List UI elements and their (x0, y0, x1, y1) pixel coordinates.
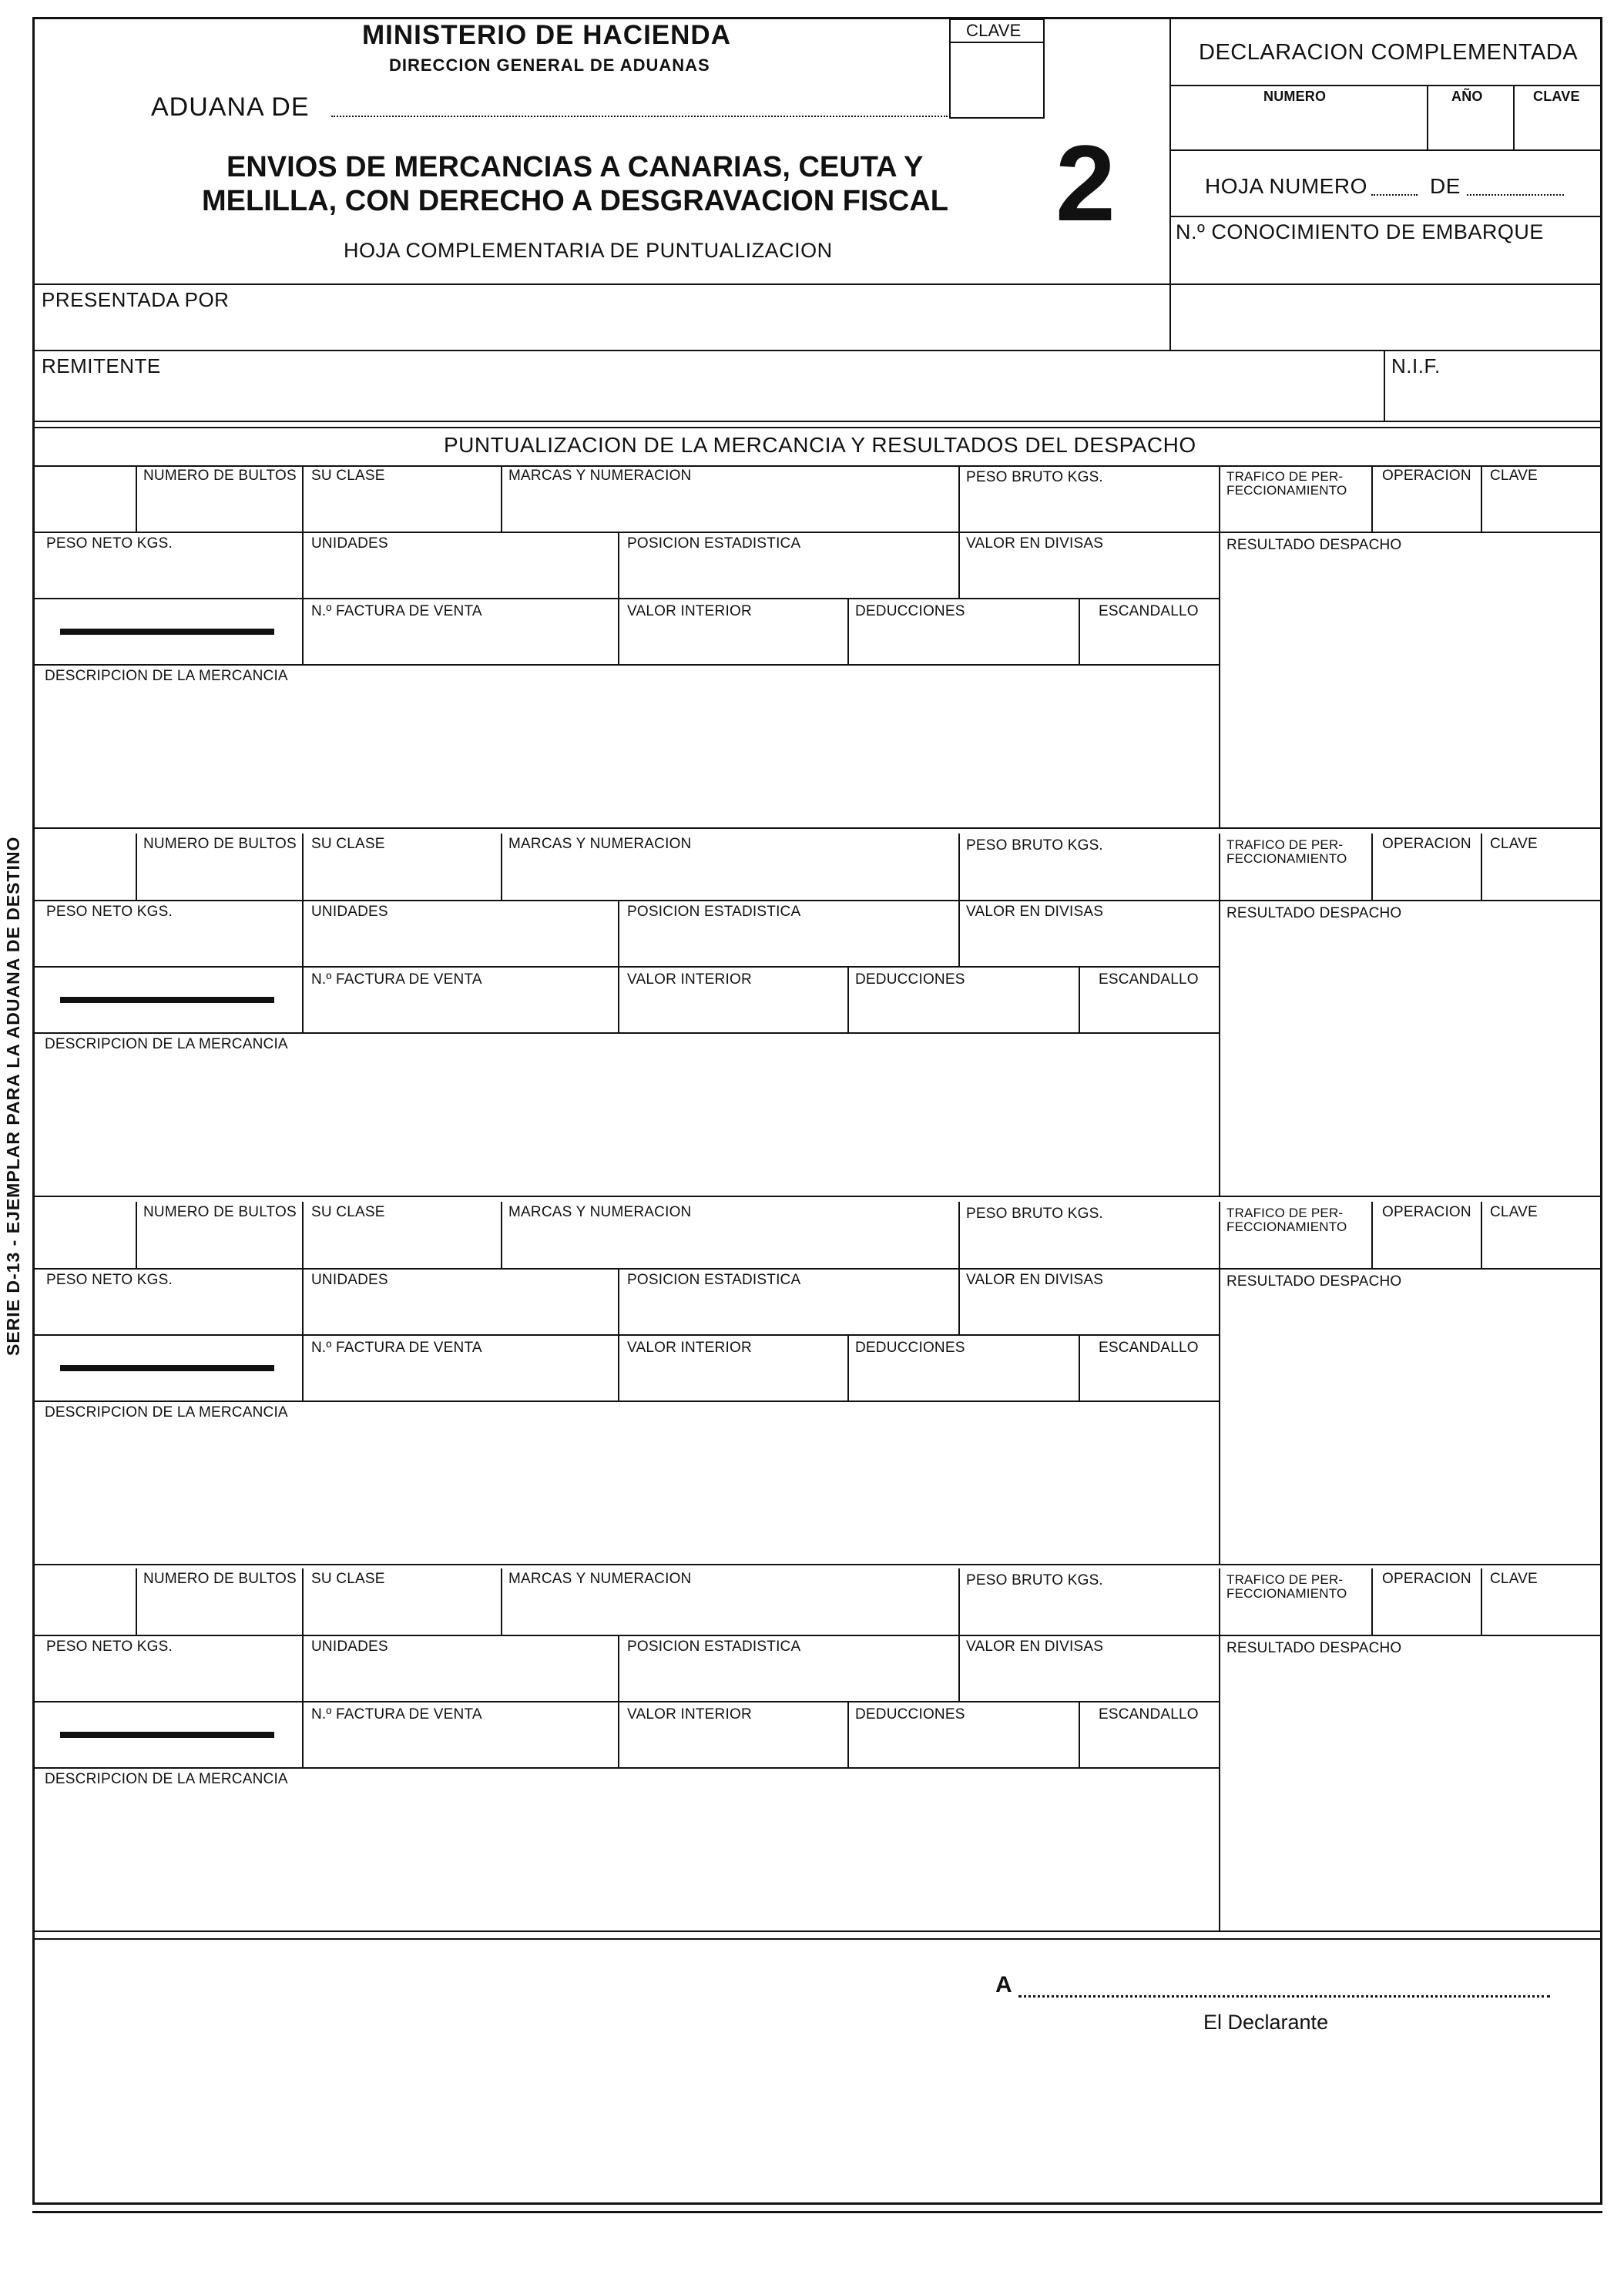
item-number-field[interactable] (34, 1570, 134, 1633)
factura-field[interactable] (304, 1359, 616, 1399)
operacion-label: OPERACION (1382, 1571, 1471, 1587)
resultado-label: RESULTADO DESPACHO (1226, 1273, 1402, 1290)
conocimiento-label: N.º CONOCIMIENTO DE EMBARQUE (1176, 220, 1544, 243)
peso-bruto-label: PESO BRUTO KGS. (966, 1572, 1103, 1588)
descripcion-field[interactable] (34, 1055, 1217, 1194)
operacion-field[interactable] (1373, 1590, 1479, 1633)
clave-item-field[interactable] (1482, 855, 1601, 898)
hoja-de-field[interactable] (1467, 194, 1564, 196)
descripcion-label: DESCRIPCION DE LA MERCANCIA (45, 1404, 288, 1421)
su-clase-field[interactable] (304, 487, 499, 530)
deducciones-field[interactable] (849, 622, 1077, 663)
deducciones-field[interactable] (849, 991, 1077, 1031)
blocked-cell-bar (60, 1732, 274, 1738)
marcas-field[interactable] (502, 1590, 957, 1633)
unidades-label: UNIDADES (311, 1272, 388, 1288)
posicion-label: POSICION ESTADISTICA (627, 535, 801, 552)
remitente-field[interactable] (42, 381, 1374, 416)
hoja-de-label: DE (1430, 174, 1461, 198)
posicion-field[interactable] (619, 1658, 957, 1699)
marcas-field[interactable] (502, 855, 957, 898)
valor-divisas-label: VALOR EN DIVISAS (966, 1639, 1104, 1655)
item-number-field[interactable] (34, 835, 134, 898)
nif-field[interactable] (1391, 381, 1595, 416)
factura-field[interactable] (304, 1726, 616, 1766)
numero-bultos-label: NUMERO DE BULTOS (143, 468, 297, 484)
form-number: 2 (1055, 122, 1116, 243)
su-clase-label: SU CLASE (311, 1571, 385, 1587)
item-number-field[interactable] (34, 1203, 134, 1266)
goods-section-title: PUNTUALIZACION DE LA MERCANCIA Y RESULTADOS DEL DESPACHO (444, 433, 1196, 457)
peso-bruto-field[interactable] (960, 1223, 1217, 1266)
peso-neto-label: PESO NETO KGS. (46, 1639, 173, 1655)
deducciones-label: DEDUCCIONES (855, 1340, 965, 1356)
aduana-dotted-field[interactable] (331, 116, 948, 117)
deducciones-field[interactable] (849, 1359, 1077, 1399)
valor-divisas-label: VALOR EN DIVISAS (966, 535, 1104, 552)
resultado-label: RESULTADO DESPACHO (1226, 905, 1402, 921)
valor-divisas-field[interactable] (960, 555, 1217, 596)
peso-neto-field[interactable] (34, 923, 300, 964)
peso-bruto-label: PESO BRUTO KGS. (966, 1206, 1103, 1222)
peso-neto-field[interactable] (34, 1291, 300, 1333)
anio-label: AÑO (1451, 89, 1483, 104)
clave-item-label: CLAVE (1490, 1204, 1538, 1220)
trafico-label: TRAFICO DE PER-FECCIONAMIENTO (1226, 837, 1347, 866)
valor-divisas-field[interactable] (960, 1291, 1217, 1333)
unidades-field[interactable] (304, 1291, 616, 1333)
unidades-label: UNIDADES (311, 1639, 388, 1655)
descripcion-field[interactable] (34, 1790, 1217, 1929)
descripcion-label: DESCRIPCION DE LA MERCANCIA (45, 668, 288, 684)
marcas-field[interactable] (502, 487, 957, 530)
numero-bultos-field[interactable] (137, 1223, 300, 1266)
marcas-label: MARCAS Y NUMERACION (508, 836, 692, 852)
title-line-2: MELILLA, CON DERECHO A DESGRAVACION FISCAL (202, 185, 948, 217)
deducciones-label: DEDUCCIONES (855, 1706, 965, 1723)
marcas-label: MARCAS Y NUMERACION (508, 1204, 692, 1220)
valor-interior-field[interactable] (619, 622, 846, 663)
escandallo-label: ESCANDALLO (1099, 1706, 1199, 1723)
posicion-label: POSICION ESTADISTICA (627, 1272, 801, 1288)
valor-divisas-field[interactable] (960, 1658, 1217, 1699)
descripcion-field[interactable] (34, 1424, 1217, 1562)
su-clase-field[interactable] (304, 1590, 499, 1633)
escandallo-label: ESCANDALLO (1099, 1340, 1199, 1356)
nif-label: N.I.F. (1391, 354, 1441, 377)
bottom-double-rule (32, 2211, 1602, 2213)
numero-bultos-label: NUMERO DE BULTOS (143, 1571, 297, 1587)
escandallo-field[interactable] (1080, 991, 1217, 1031)
escandallo-field[interactable] (1080, 1726, 1217, 1766)
unidades-label: UNIDADES (311, 904, 388, 920)
operacion-label: OPERACION (1382, 1204, 1471, 1220)
presentada-label: PRESENTADA POR (42, 288, 230, 311)
trafico-field[interactable] (1220, 1602, 1370, 1633)
aduana-label: ADUANA DE (151, 92, 310, 122)
su-clase-field[interactable] (304, 855, 499, 898)
place-date-field[interactable] (1018, 1995, 1550, 1998)
operacion-label: OPERACION (1382, 836, 1471, 852)
series-side-note: SERIE D-13 - EJEMPLAR PARA LA ADUANA DE DESTINO (3, 836, 23, 1356)
clave-item-label: CLAVE (1490, 836, 1538, 852)
numero-bultos-field[interactable] (137, 855, 300, 898)
direction-title: DIRECCION GENERAL DE ADUANAS (389, 55, 710, 75)
valor-divisas-label: VALOR EN DIVISAS (966, 904, 1104, 920)
clave-item-field[interactable] (1482, 1590, 1601, 1633)
valor-interior-label: VALOR INTERIOR (627, 971, 752, 988)
numero-bultos-label: NUMERO DE BULTOS (143, 836, 297, 852)
factura-field[interactable] (304, 622, 616, 663)
factura-label: N.º FACTURA DE VENTA (311, 971, 482, 988)
valor-interior-field[interactable] (619, 991, 846, 1031)
unidades-label: UNIDADES (311, 535, 388, 552)
blocked-cell-bar (60, 997, 274, 1003)
valor-interior-label: VALOR INTERIOR (627, 603, 752, 619)
factura-label: N.º FACTURA DE VENTA (311, 1340, 482, 1356)
factura-label: N.º FACTURA DE VENTA (311, 603, 482, 619)
peso-neto-label: PESO NETO KGS. (46, 535, 173, 552)
deducciones-label: DEDUCCIONES (855, 971, 965, 988)
descripcion-field[interactable] (34, 687, 1217, 826)
hoja-numero-label: HOJA NUMERO (1205, 174, 1367, 198)
resultado-field[interactable] (1220, 559, 1601, 821)
su-clase-label: SU CLASE (311, 836, 385, 852)
resultado-label: RESULTADO DESPACHO (1226, 537, 1402, 553)
factura-field[interactable] (304, 991, 616, 1031)
marcas-field[interactable] (502, 1223, 957, 1266)
valor-interior-field[interactable] (619, 1359, 846, 1399)
marcas-label: MARCAS Y NUMERACION (508, 468, 692, 484)
hoja-numero-field[interactable] (1371, 194, 1418, 196)
resultado-field[interactable] (1220, 1662, 1601, 1924)
descripcion-label: DESCRIPCION DE LA MERCANCIA (45, 1036, 288, 1052)
peso-bruto-field[interactable] (960, 1590, 1217, 1633)
remitente-label: REMITENTE (42, 354, 161, 377)
unidades-field[interactable] (304, 923, 616, 964)
declarant-label: El Declarante (1203, 2011, 1329, 2034)
trafico-label: TRAFICO DE PER-FECCIONAMIENTO (1226, 469, 1347, 498)
peso-bruto-field[interactable] (960, 855, 1217, 898)
valor-interior-field[interactable] (619, 1726, 846, 1766)
peso-neto-label: PESO NETO KGS. (46, 904, 173, 920)
numero-bultos-field[interactable] (137, 487, 300, 530)
resultado-field[interactable] (1220, 1296, 1601, 1558)
su-clase-label: SU CLASE (311, 468, 385, 484)
presentada-field[interactable] (200, 308, 1163, 347)
unidades-field[interactable] (304, 1658, 616, 1699)
operacion-label: OPERACION (1382, 468, 1471, 484)
clave-item-label: CLAVE (1490, 1571, 1538, 1587)
descripcion-label: DESCRIPCION DE LA MERCANCIA (45, 1771, 288, 1787)
ministry-title: MINISTERIO DE HACIENDA (362, 20, 731, 50)
marcas-label: MARCAS Y NUMERACION (508, 1571, 692, 1587)
item-number-field[interactable] (34, 467, 134, 530)
posicion-field[interactable] (619, 555, 957, 596)
su-clase-field[interactable] (304, 1223, 499, 1266)
factura-label: N.º FACTURA DE VENTA (311, 1706, 482, 1723)
su-clase-label: SU CLASE (311, 1204, 385, 1220)
posicion-field[interactable] (619, 923, 957, 964)
valor-divisas-field[interactable] (960, 923, 1217, 964)
valor-divisas-label: VALOR EN DIVISAS (966, 1272, 1104, 1288)
peso-bruto-field[interactable] (960, 487, 1217, 530)
peso-neto-field[interactable] (34, 1658, 300, 1699)
resultado-field[interactable] (1220, 928, 1601, 1189)
operacion-field[interactable] (1373, 487, 1479, 530)
resultado-label: RESULTADO DESPACHO (1226, 1640, 1402, 1656)
posicion-label: POSICION ESTADISTICA (627, 904, 801, 920)
escandallo-label: ESCANDALLO (1099, 603, 1199, 619)
trafico-label: TRAFICO DE PER-FECCIONAMIENTO (1226, 1572, 1347, 1601)
clave-decl-label: CLAVE (1533, 89, 1580, 104)
deducciones-field[interactable] (849, 1726, 1077, 1766)
trafico-label: TRAFICO DE PER-FECCIONAMIENTO (1226, 1206, 1347, 1234)
peso-bruto-label: PESO BRUTO KGS. (966, 837, 1103, 854)
declaracion-title: DECLARACION COMPLEMENTADA (1199, 40, 1579, 65)
deducciones-label: DEDUCCIONES (855, 603, 965, 619)
trafico-field[interactable] (1220, 867, 1370, 898)
blocked-cell-bar (60, 629, 274, 635)
clave-label: CLAVE (966, 21, 1022, 40)
operacion-field[interactable] (1373, 1223, 1479, 1266)
unidades-field[interactable] (304, 555, 616, 596)
blocked-cell-bar (60, 1365, 274, 1371)
numero-label: NUMERO (1263, 89, 1327, 104)
posicion-label: POSICION ESTADISTICA (627, 1639, 801, 1655)
escandallo-field[interactable] (1080, 622, 1217, 663)
title-line-1: ENVIOS DE MERCANCIAS A CANARIAS, CEUTA Y (226, 151, 924, 183)
peso-neto-label: PESO NETO KGS. (46, 1272, 173, 1288)
peso-neto-field[interactable] (34, 555, 300, 596)
escandallo-field[interactable] (1080, 1359, 1217, 1399)
place-prefix: A (995, 1972, 1012, 1998)
valor-interior-label: VALOR INTERIOR (627, 1706, 752, 1723)
operacion-field[interactable] (1373, 855, 1479, 898)
subtitle: HOJA COMPLEMENTARIA DE PUNTUALIZACION (344, 239, 833, 262)
trafico-field[interactable] (1220, 499, 1370, 530)
escandallo-label: ESCANDALLO (1099, 971, 1199, 988)
posicion-field[interactable] (619, 1291, 957, 1333)
clave-item-field[interactable] (1482, 487, 1601, 530)
clave-item-label: CLAVE (1490, 468, 1538, 484)
numero-bultos-label: NUMERO DE BULTOS (143, 1204, 297, 1220)
declarant-signature-area[interactable] (1079, 2041, 1587, 2188)
trafico-field[interactable] (1220, 1236, 1370, 1266)
valor-interior-label: VALOR INTERIOR (627, 1340, 752, 1356)
peso-bruto-label: PESO BRUTO KGS. (966, 469, 1103, 485)
clave-item-field[interactable] (1482, 1223, 1601, 1266)
numero-bultos-field[interactable] (137, 1590, 300, 1633)
